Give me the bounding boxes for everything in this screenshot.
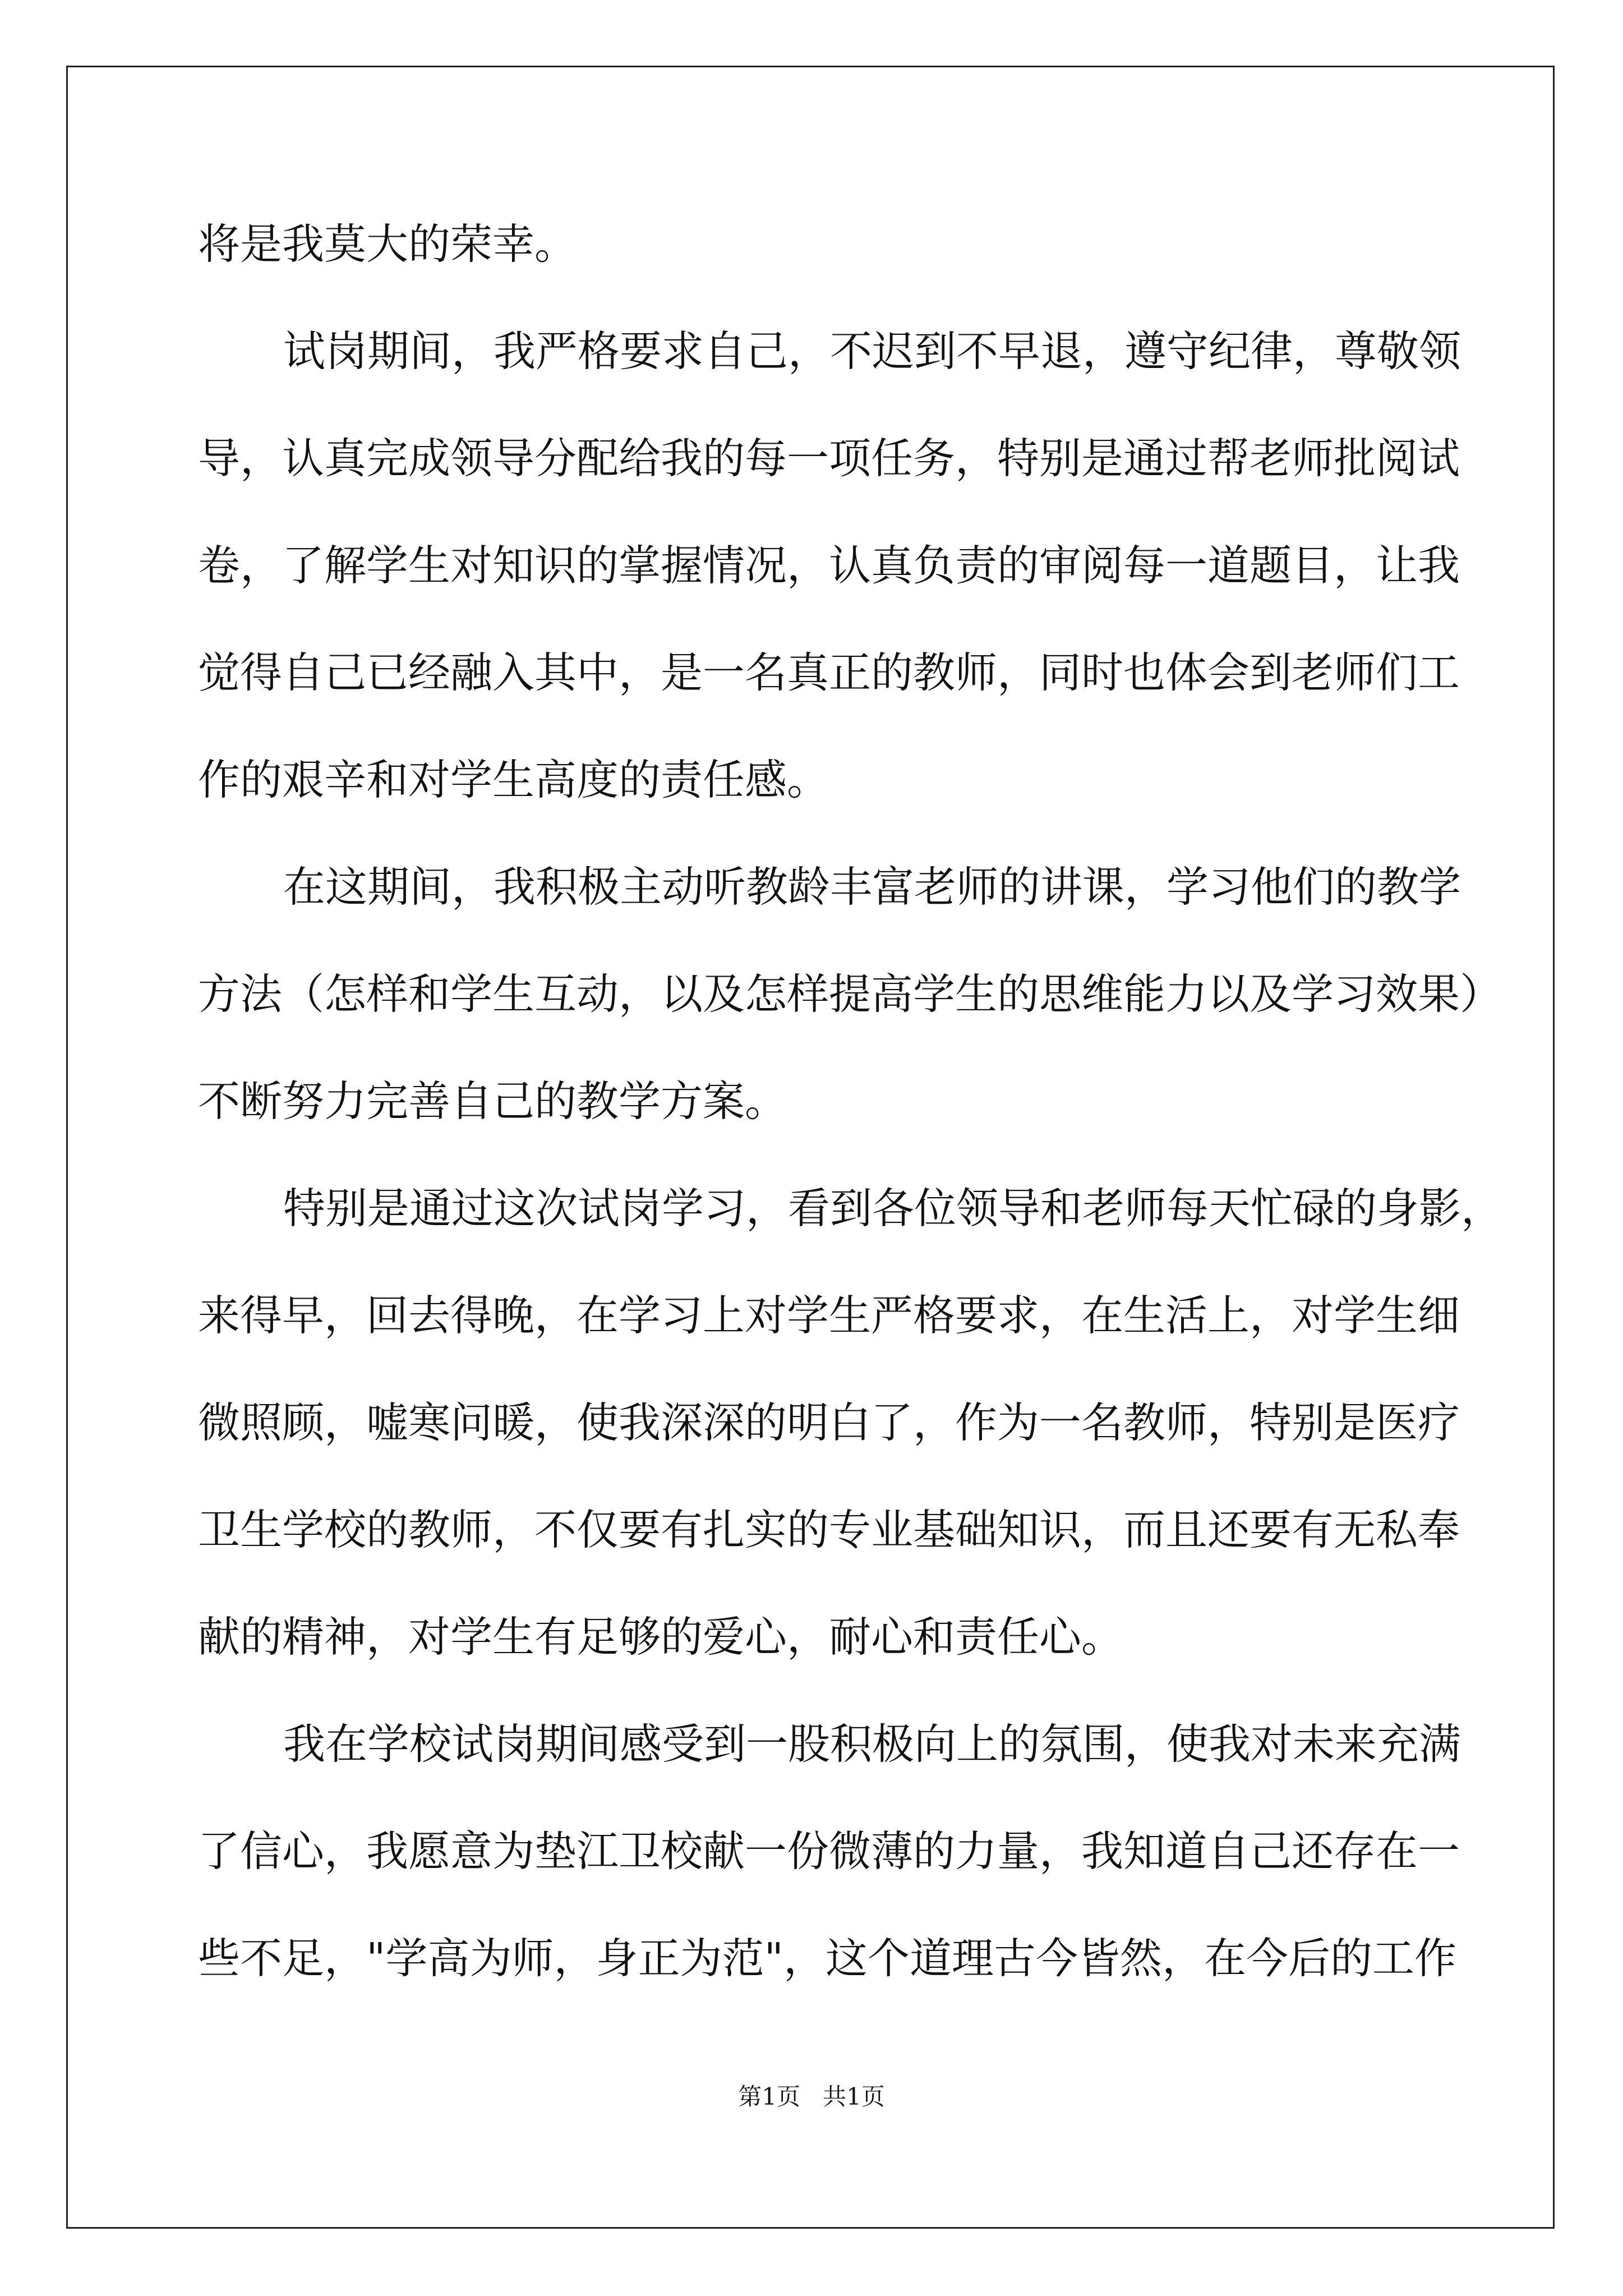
text-line: 不断努力完善自己的教学方案。 xyxy=(198,1076,787,1126)
text-line: 试岗期间，我严格要求自己，不迟到不早退，遵守纪律，尊敬领 xyxy=(283,326,1461,376)
page-total: 共1页 xyxy=(823,2083,885,2110)
text-line: 在这期间，我积极主动听教龄丰富老师的讲课，学习他们的教学 xyxy=(283,862,1461,912)
document-body xyxy=(198,191,1504,2012)
page-footer xyxy=(0,2078,1623,2112)
text-line: 卫生学校的教师，不仅要有扎实的专业基础知识，而且还要有无私奉 xyxy=(198,1505,1460,1554)
text-line: 来得早，回去得晚，在学习上对学生严格要求，在生活上，对学生细 xyxy=(198,1291,1460,1340)
page-number: 第1页 xyxy=(738,2083,800,2110)
text-line: 献的精神，对学生有足够的爱心，耐心和责任心。 xyxy=(198,1612,1124,1662)
text-line: 了信心，我愿意为垫江卫校献一份微薄的力量，我知道自己还存在一 xyxy=(198,1826,1460,1876)
text-line: 将是我莫大的荣幸。 xyxy=(198,219,577,269)
text-line: 作的艰辛和对学生高度的责任感。 xyxy=(198,755,829,804)
text-line: 我在学校试岗期间感受到一股积极向上的氛围，使我对未来充满 xyxy=(283,1719,1461,1769)
text-line: 觉得自己已经融入其中，是一名真正的教师，同时也体会到老师们工 xyxy=(198,648,1460,697)
text-line: 特别是通过这次试岗学习，看到各位领导和老师每天忙碌的身影， xyxy=(283,1184,1504,1233)
text-line: 微照顾，嘘寒问暖，使我深深的明白了，作为一名教师，特别是医疗 xyxy=(198,1398,1460,1447)
text-line: 些不足，"学高为师，身正为范"，这个道理古今皆然，在今后的工作 xyxy=(198,1934,1456,1983)
text-line: 方法（怎样和学生互动，以及怎样提高学生的思维能力以及学习效果） xyxy=(198,969,1502,1019)
text-line: 卷，了解学生对知识的掌握情况，认真负责的审阅每一道题目，让我 xyxy=(198,541,1460,590)
text-line: 导，认真完成领导分配给我的每一项任务，特别是通过帮老师批阅试 xyxy=(198,434,1460,483)
